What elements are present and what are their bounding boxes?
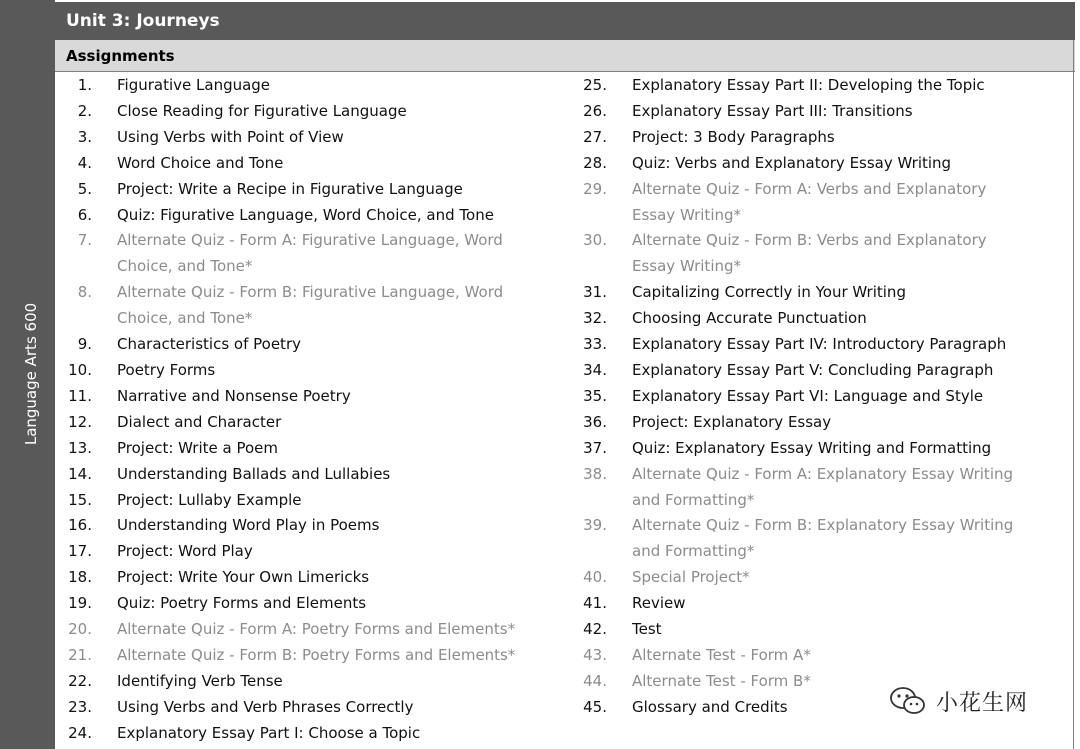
item-number: 28. [583, 153, 607, 172]
list-item [570, 462, 1014, 514]
item-number: 26. [583, 101, 607, 120]
item-title: Explanatory Essay Part III: Transitions [632, 101, 913, 120]
item-number: 2. [77, 101, 92, 120]
list-item [55, 669, 570, 695]
table-border [1073, 40, 1074, 749]
list-item [55, 203, 570, 229]
list-item [570, 177, 1010, 229]
item-title: Poetry Forms [117, 360, 216, 379]
list-item [570, 513, 1014, 565]
list-item [55, 721, 570, 747]
item-number: 24. [68, 723, 92, 742]
item-number: 9. [77, 335, 92, 354]
list-item [570, 358, 1010, 384]
item-title: Alternate Quiz - Form B: Explanatory Essay Writing and Formatting* [632, 516, 1014, 561]
item-title: Explanatory Essay Part I: Choose a Topic [117, 723, 421, 742]
item-number: 21. [68, 645, 92, 664]
item-number: 7. [77, 231, 92, 250]
list-item [55, 280, 570, 332]
item-title: Quiz: Poetry Forms and Elements [117, 594, 367, 613]
item-number: 40. [583, 568, 607, 587]
item-number: 44. [583, 671, 607, 690]
item-title: Using Verbs and Verb Phrases Correctly [117, 697, 414, 716]
item-title: Alternate Test - Form B* [632, 671, 811, 690]
item-title: Project: 3 Body Paragraphs [632, 127, 835, 146]
list-item [55, 125, 570, 151]
item-number: 34. [583, 360, 607, 379]
item-number: 5. [77, 179, 92, 198]
item-number: 1. [77, 76, 92, 94]
item-title: Test [632, 620, 662, 639]
item-number: 14. [68, 464, 92, 483]
item-number: 17. [68, 542, 92, 561]
list-item [570, 306, 1010, 332]
list-item [55, 539, 570, 565]
list-item [570, 125, 1010, 151]
item-title: Special Project* [632, 568, 750, 587]
list-item [570, 436, 1010, 462]
item-title: Alternate Quiz - Form A: Explanatory Essay Writing and Formatting* [632, 464, 1014, 509]
item-number: 3. [77, 127, 92, 146]
item-title: Close Reading for Figurative Language [117, 101, 407, 120]
list-item [55, 228, 570, 280]
item-number: 11. [68, 386, 92, 405]
item-title: Explanatory Essay Part II: Developing the Topic [632, 76, 985, 94]
list-item [570, 332, 1010, 358]
item-title: Project: Write Your Own Limericks [117, 568, 370, 587]
item-number: 45. [583, 697, 607, 716]
list-item [55, 177, 570, 203]
item-title: Alternate Quiz - Form A: Verbs and Explanatory Essay Writing* [632, 179, 987, 224]
item-number: 36. [583, 412, 607, 431]
item-number: 37. [583, 438, 607, 457]
item-number: 41. [583, 594, 607, 613]
list-item [55, 436, 570, 462]
list-item [55, 73, 570, 99]
item-number: 30. [583, 231, 607, 250]
item-number: 12. [68, 412, 92, 431]
item-title: Alternate Quiz - Form B: Verbs and Explanatory Essay Writing* [632, 231, 987, 276]
item-number: 19. [68, 594, 92, 613]
item-number: 32. [583, 309, 607, 328]
item-title: Alternate Test - Form A* [632, 645, 811, 664]
item-title: Understanding Ballads and Lullabies [117, 464, 391, 483]
list-item [55, 410, 570, 436]
list-item [55, 462, 570, 488]
item-number: 43. [583, 645, 607, 664]
assignment-list-left [55, 73, 570, 747]
item-number: 15. [68, 490, 92, 509]
list-item [55, 565, 570, 591]
item-title: Characteristics of Poetry [117, 335, 301, 354]
item-number: 22. [68, 671, 92, 690]
list-item [55, 513, 570, 539]
unit-title: Unit 3: Journeys [55, 2, 1075, 40]
item-number: 4. [77, 153, 92, 172]
watermark-text: 小花生网 [936, 690, 1029, 716]
course-label: Language Arts 600 [22, 302, 40, 446]
item-number: 23. [68, 697, 92, 716]
item-title: Alternate Quiz - Form A: Figurative Language, Word Choice, and Tone* [117, 231, 503, 276]
list-item [55, 332, 570, 358]
item-title: Identifying Verb Tense [117, 671, 283, 690]
wechat-icon [888, 685, 928, 717]
list-item [570, 617, 1010, 643]
list-item [55, 643, 570, 669]
item-title: Project: Lullaby Example [117, 490, 302, 509]
item-number: 8. [77, 283, 92, 302]
list-item [570, 643, 1010, 669]
item-number: 10. [68, 360, 92, 379]
item-title: Explanatory Essay Part IV: Introductory Paragraph [632, 335, 1007, 354]
item-title: Capitalizing Correctly in Your Writing [632, 283, 906, 302]
list-item [55, 488, 570, 514]
list-item [55, 695, 570, 721]
item-title: Using Verbs with Point of View [117, 127, 344, 146]
item-title: Project: Explanatory Essay [632, 412, 832, 431]
item-number: 16. [68, 516, 92, 535]
item-title: Choosing Accurate Punctuation [632, 309, 867, 328]
item-title: Quiz: Verbs and Explanatory Essay Writing [632, 153, 952, 172]
item-number: 18. [68, 568, 92, 587]
sidebar [0, 0, 55, 749]
list-item [570, 73, 1010, 99]
list-item [570, 280, 1010, 306]
list-item [570, 384, 1010, 410]
assignment-list-right [570, 73, 1014, 721]
item-number: 25. [583, 76, 607, 94]
item-title: Alternate Quiz - Form A: Poetry Forms and Elements* [117, 620, 516, 639]
item-title: Alternate Quiz - Form B: Poetry Forms and Elements* [117, 645, 516, 664]
list-item [570, 591, 1010, 617]
list-item [570, 99, 1010, 125]
item-number: 6. [77, 205, 92, 224]
item-title: Glossary and Credits [632, 697, 788, 716]
list-item [55, 384, 570, 410]
section-title: Assignments [55, 40, 1075, 72]
item-number: 39. [583, 516, 607, 535]
item-title: Quiz: Explanatory Essay Writing and Formatting [632, 438, 992, 457]
item-title: Explanatory Essay Part VI: Language and Style [632, 386, 984, 405]
item-title: Review [632, 594, 686, 613]
item-number: 42. [583, 620, 607, 639]
item-number: 29. [583, 179, 607, 198]
item-title: Explanatory Essay Part V: Concluding Paragraph [632, 360, 994, 379]
item-title: Alternate Quiz - Form B: Figurative Language, Word Choice, and Tone* [117, 283, 504, 328]
list-item [570, 228, 1010, 280]
item-title: Figurative Language [117, 76, 271, 94]
item-number: 33. [583, 335, 607, 354]
item-number: 20. [68, 620, 92, 639]
list-item [570, 565, 1010, 591]
list-item [570, 151, 1010, 177]
item-title: Project: Word Play [117, 542, 253, 561]
list-item [55, 99, 570, 125]
list-item [55, 151, 570, 177]
item-number: 31. [583, 283, 607, 302]
item-title: Understanding Word Play in Poems [117, 516, 380, 535]
watermark [888, 684, 1028, 718]
item-title: Dialect and Character [117, 412, 282, 431]
item-number: 27. [583, 127, 607, 146]
item-title: Narrative and Nonsense Poetry [117, 386, 351, 405]
list-item [55, 358, 570, 384]
item-title: Quiz: Figurative Language, Word Choice, and Tone [117, 205, 494, 224]
item-number: 35. [583, 386, 607, 405]
item-number: 13. [68, 438, 92, 457]
item-title: Project: Write a Recipe in Figurative Language [117, 179, 463, 198]
list-item [570, 410, 1010, 436]
item-title: Word Choice and Tone [117, 153, 284, 172]
item-number: 38. [583, 464, 607, 483]
item-title: Project: Write a Poem [117, 438, 279, 457]
list-item [55, 617, 570, 643]
list-item [55, 591, 570, 617]
